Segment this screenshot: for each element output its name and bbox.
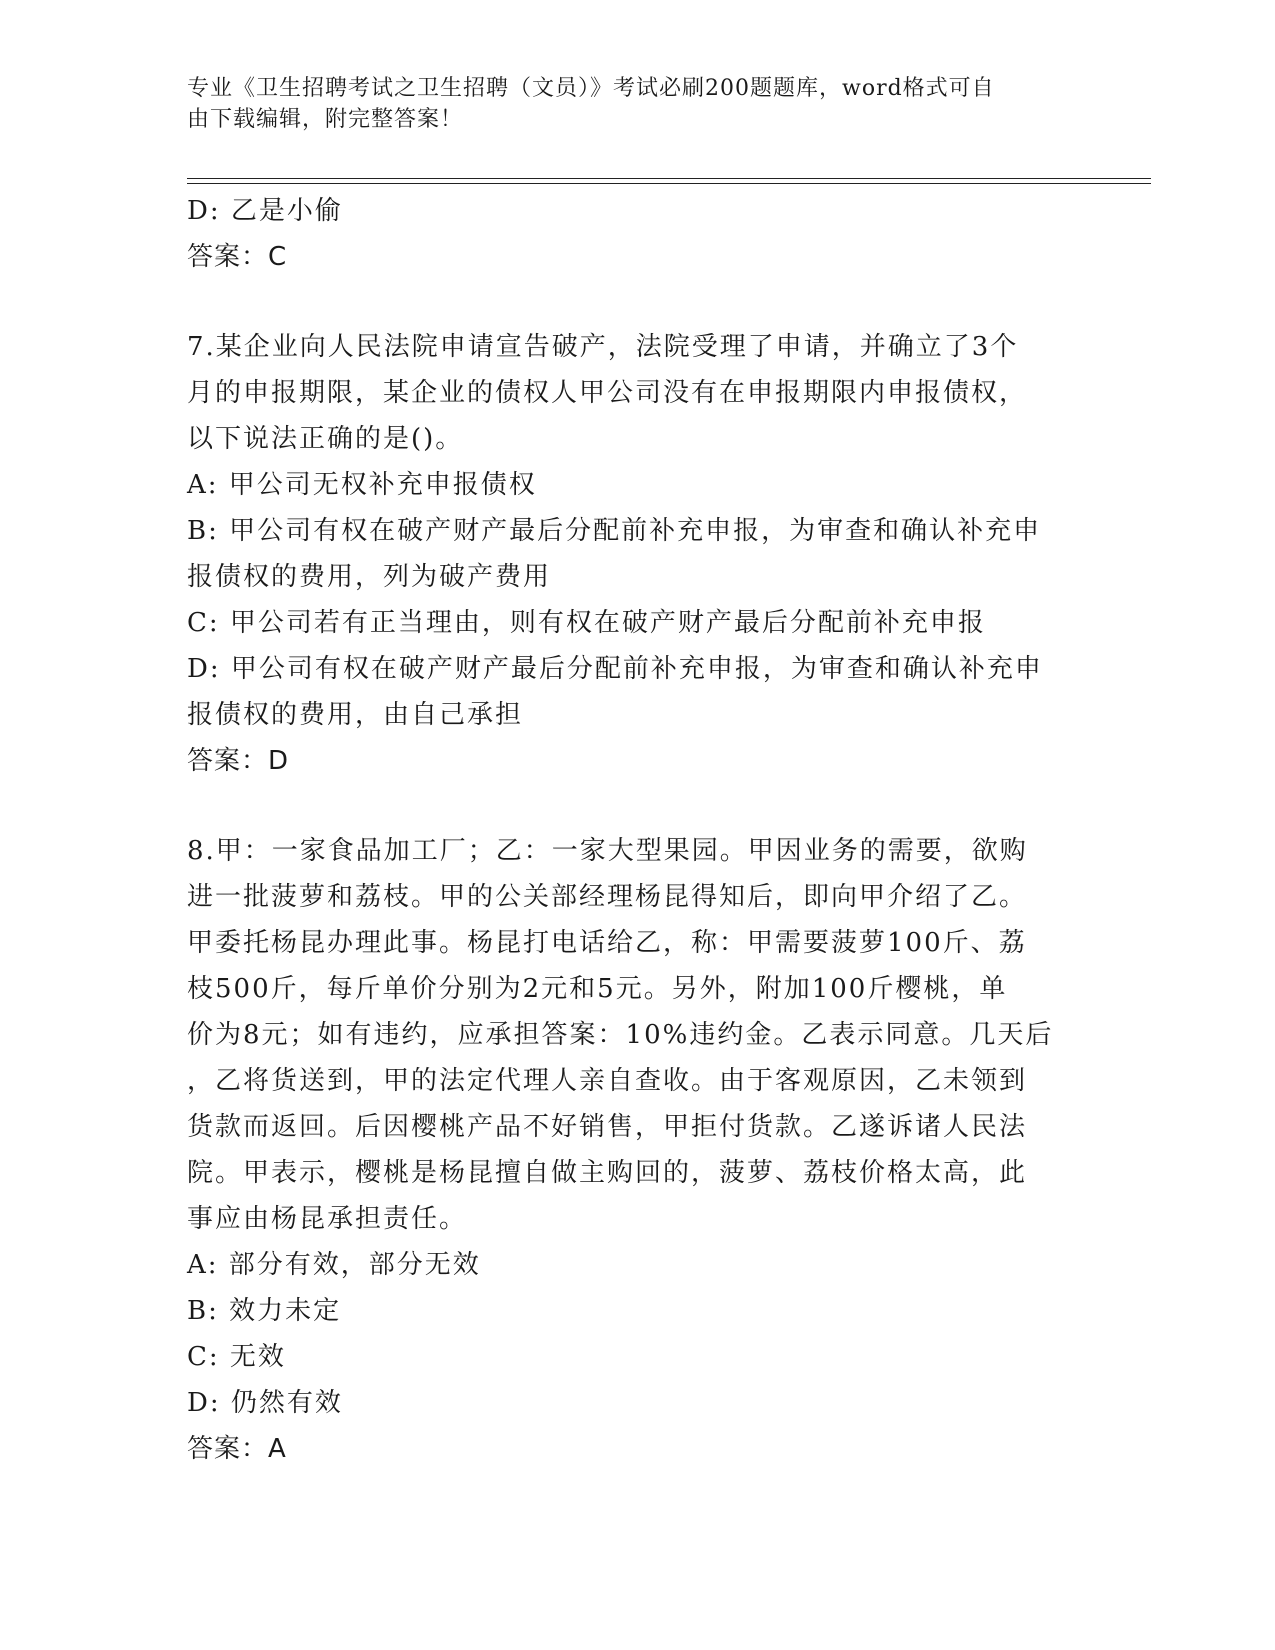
q8-option-c: C: 无效 <box>187 1342 286 1372</box>
q7-option-b-line: B: 甲公司有权在破产财产最后分配前补充申报，为审查和确认补充申 <box>187 516 1042 546</box>
question-spacer <box>187 784 1067 828</box>
q8-option-a: A: 部分有效，部分无效 <box>187 1250 481 1280</box>
q6-answer: 答案：C <box>187 242 288 272</box>
header-line-2: 由下载编辑，附完整答案！ <box>187 107 464 132</box>
q8-answer: 答案：A <box>187 1434 287 1464</box>
q8-option-d: D: 仍然有效 <box>187 1388 343 1418</box>
q8-stem-line: 事应由杨昆承担责任。 <box>187 1204 468 1234</box>
q8-stem-line: 枝500斤，每斤单价分别为2元和5元。另外，附加100斤樱桃，单 <box>187 974 1008 1004</box>
q8-stem-line: ，乙将货送到，甲的法定代理人亲自查收。由于客观原因，乙未领到 <box>187 1066 1028 1096</box>
q8-option-b: B: 效力未定 <box>187 1296 342 1326</box>
question-8 <box>187 828 1067 1472</box>
q7-option-c: C: 甲公司若有正当理由，则有权在破产财产最后分配前补充申报 <box>187 608 986 638</box>
q8-stem-line: 价为8元；如有违约，应承担答案：10%违约金。乙表示同意。几天后 <box>187 1020 1054 1050</box>
question-7 <box>187 324 1067 784</box>
q7-option-d-line: D: 甲公司有权在破产财产最后分配前补充申报，为审查和确认补充申 <box>187 654 1043 684</box>
q8-stem-line: 甲委托杨昆办理此事。杨昆打电话给乙，称：甲需要菠萝100斤、荔 <box>187 928 1027 958</box>
q7-stem-line: 7.某企业向人民法院申请宣告破产，法院受理了申请，并确立了3个 <box>187 332 1019 362</box>
q7-answer: 答案：D <box>187 746 290 776</box>
q7-option-b-line: 报债权的费用，列为破产费用 <box>187 562 552 592</box>
q8-stem-line: 进一批菠萝和荔枝。甲的公关部经理杨昆得知后，即向甲介绍了乙。 <box>187 882 1028 912</box>
q8-stem-line: 货款而返回。后因樱桃产品不好销售，甲拒付货款。乙遂诉诸人民法 <box>187 1112 1028 1142</box>
q7-option-a: A: 甲公司无权补充申报债权 <box>187 470 537 500</box>
document-header <box>187 73 1067 135</box>
q6-option-d: D: 乙是小偷 <box>187 196 343 226</box>
q8-stem-line: 8.甲：一家食品加工厂；乙：一家大型果园。甲因业务的需要，欲购 <box>187 836 1028 866</box>
q7-stem-line: 月的申报期限，某企业的债权人甲公司没有在申报期限内申报债权， <box>187 378 1028 408</box>
question-spacer <box>187 280 1067 324</box>
q8-stem-line: 院。甲表示，樱桃是杨昆擅自做主购回的，菠萝、荔枝价格太高，此 <box>187 1158 1028 1188</box>
document-body <box>187 188 1067 1472</box>
q7-option-d-line: 报债权的费用，由自己承担 <box>187 700 524 730</box>
header-divider-top <box>187 178 1151 179</box>
header-line-1: 专业《卫生招聘考试之卫生招聘（文员）》考试必刷200题题库，word格式可自 <box>187 76 995 101</box>
header-divider-bottom <box>187 183 1151 184</box>
q7-stem-line: 以下说法正确的是()。 <box>187 424 464 454</box>
